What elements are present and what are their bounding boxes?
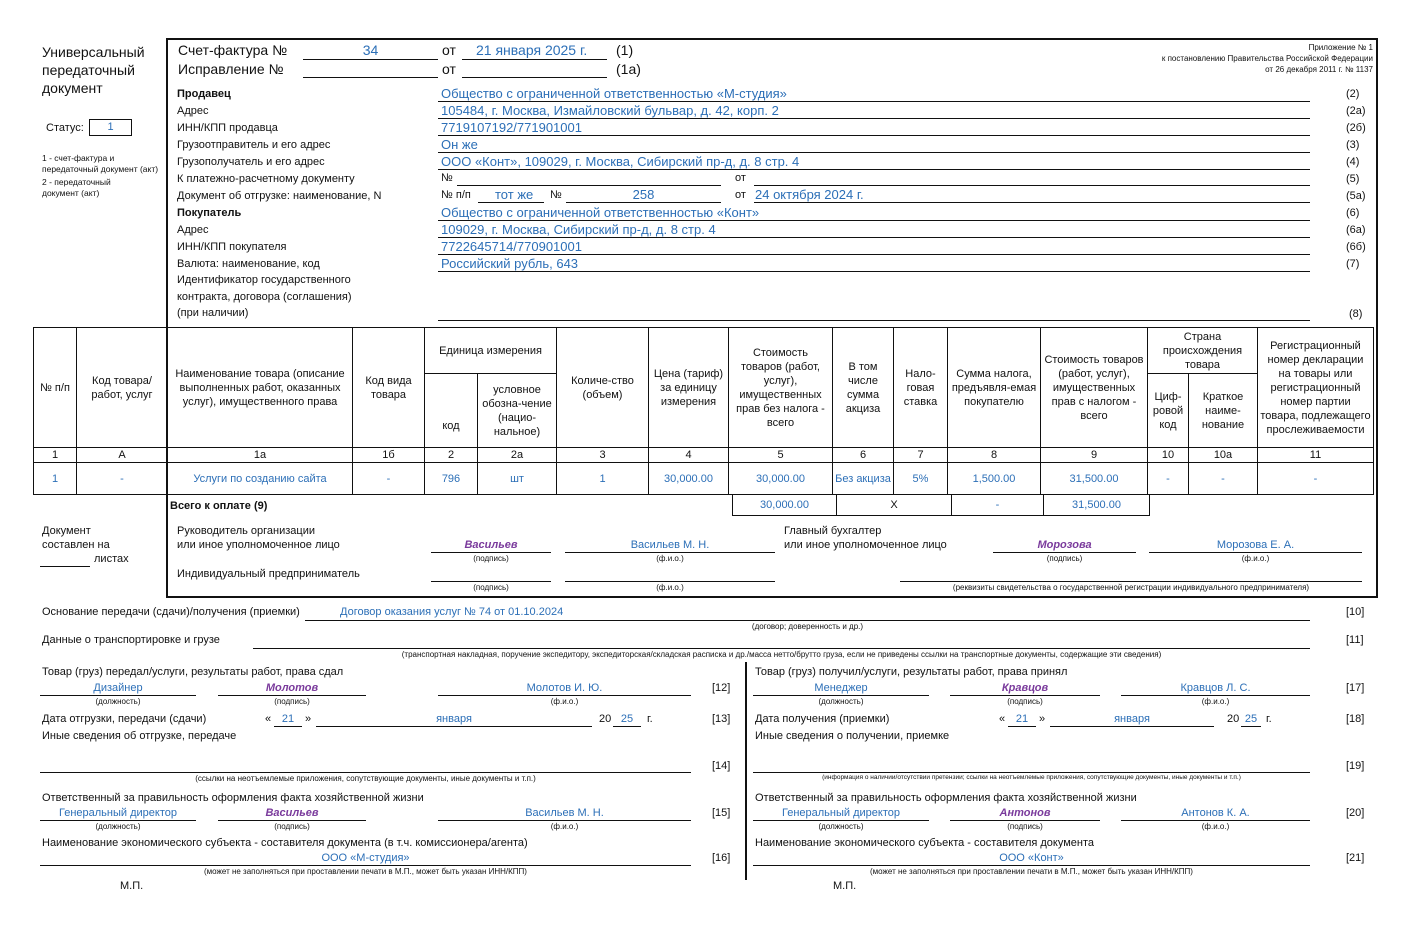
right-pos-line — [753, 695, 929, 696]
ip-label: Индивидуальный предприниматель — [177, 568, 360, 580]
basis-cap: (договор; доверенность и др.) — [751, 622, 864, 631]
invoice-from: от — [442, 42, 456, 58]
status-label: Статус: — [46, 122, 84, 134]
left-q2: » — [305, 713, 312, 725]
ship-no-line — [566, 202, 721, 203]
acc-l1: Главный бухгалтер — [784, 525, 882, 537]
appendix-3: от 26 декабря 2011 г. № 1137 — [1265, 65, 1373, 74]
header-row-line — [438, 118, 1310, 119]
right-resp-sig-line — [950, 820, 1100, 821]
correction-number-line — [303, 77, 438, 78]
header-row-value[interactable]: 109029, г. Москва, Сибирский пр-д, д. 8 стр. 4 — [441, 222, 716, 237]
invoice-number[interactable]: 34 — [362, 42, 379, 58]
basis-label: Основание передачи (сдачи)/получения (приемки) — [42, 606, 300, 618]
right-entity-cap: (может не заполняться при проставлении печати в М.П., может быть указан ИНН/КПП) — [870, 867, 1193, 876]
left-y20: 20 — [599, 713, 612, 725]
th-code: Код товара/ работ, услуг — [77, 328, 168, 448]
transport-cap: (транспортная накладная, поручение экспедитору, экспедиторская/складская расписка и др./масса нетто/брутто груза, если не приведены ссылки на транспортные документы, содержащие эти сведения) — [401, 650, 1162, 659]
table-cell: 30,000.00 — [649, 463, 729, 495]
acc-sig-line — [993, 552, 1136, 553]
head-l2: или иное уполномоченное лицо — [177, 539, 340, 551]
right-resp-sig-cap: (подпись) — [1007, 822, 1043, 831]
th-excise: В том числе сумма акциза — [833, 328, 894, 448]
left-name: Молотов И. Ю. — [526, 682, 603, 694]
column-number: 10а — [1189, 448, 1258, 463]
ship-date-line — [754, 202, 1310, 203]
basis-code: [10] — [1346, 606, 1365, 618]
header-row-line — [438, 254, 1310, 255]
header-row-line — [438, 271, 1310, 272]
gov-code: (8) — [1349, 308, 1363, 320]
table-cell: - — [77, 463, 168, 495]
gov-line — [438, 320, 1310, 321]
left-month-line — [316, 726, 592, 727]
right-resp-pos-cap: (должность) — [818, 822, 864, 831]
gov-l3: (при наличии) — [177, 307, 249, 319]
header-row-line — [438, 152, 1310, 153]
head-name-line — [565, 552, 775, 553]
table-cell: Без акциза — [833, 463, 894, 495]
left-date-label: Дата отгрузки, передачи (сдачи) — [42, 713, 207, 725]
status-field[interactable]: 1 — [89, 119, 132, 136]
left-signature: Молотов — [265, 682, 319, 694]
head-fio-cap: (ф.и.о.) — [656, 554, 684, 563]
column-number: 1 — [34, 448, 77, 463]
left-day: 21 — [281, 713, 295, 725]
basis-line — [305, 620, 1310, 621]
column-number: 2а — [478, 448, 557, 463]
transport-line — [253, 648, 1310, 649]
head-sig-cap: (подпись) — [473, 554, 509, 563]
total-sum: 31,500.00 — [1043, 494, 1150, 516]
column-number: 5 — [729, 448, 833, 463]
th-unit: Единица измерения — [425, 328, 557, 374]
column-numbers-row — [34, 448, 1374, 463]
table-cell: Услуги по созданию сайта — [168, 463, 353, 495]
table-cell: 1 — [557, 463, 649, 495]
header-row-value[interactable]: 105484, г. Москва, Измайловский бульвар, д. 42, корп. 2 — [441, 103, 779, 118]
ip-reg-cap: (реквизиты свидетельства о государственной регистрации индивидуального предпринимателя) — [952, 583, 1310, 592]
left-name-line — [438, 695, 691, 696]
left-entity-line — [40, 865, 691, 866]
header-row-label: Грузоотправитель и его адрес — [177, 139, 331, 151]
correction-label: Исправление № — [178, 61, 284, 77]
ip-name-line — [565, 581, 775, 582]
column-number: 2 — [425, 448, 478, 463]
total-excise: X — [836, 494, 952, 516]
right-entity: Наименование экономического субъекта - составителя документа — [755, 837, 1095, 849]
header-row-label: Документ об отгрузке: наименование, N — [177, 190, 382, 202]
doc-sheets-line — [40, 566, 90, 567]
acc-name-line — [1149, 552, 1362, 553]
right-other: Иные сведения о получении, приемке — [755, 730, 950, 742]
column-number: 1б — [353, 448, 425, 463]
right-code-20: [20] — [1346, 807, 1365, 819]
ip-sig-cap: (подпись) — [473, 583, 509, 592]
right-title: Товар (груз) получил/услуги, результаты работ, права принял — [755, 666, 1068, 678]
right-yy: 25 — [1244, 713, 1258, 725]
header-row-value[interactable]: 7722645714/770901001 — [441, 239, 582, 254]
head-signature: Васильев — [464, 539, 518, 551]
left-code-16: [16] — [712, 852, 731, 864]
right-name: Кравцов Л. С. — [1180, 682, 1251, 694]
th-kind: Код вида товара — [353, 328, 425, 448]
code-1: (1) — [616, 42, 634, 58]
right-resp-name: Антонов К. А. — [1181, 807, 1250, 819]
left-pos-line — [40, 695, 196, 696]
table-cell: 796 — [425, 463, 478, 495]
left-code-13: [13] — [712, 713, 731, 725]
left-resp-pos: Генеральный директор — [59, 807, 177, 819]
header-row-line — [438, 237, 1310, 238]
table-cell: - — [1148, 463, 1189, 495]
appendix-1: Приложение № 1 — [1308, 43, 1373, 52]
pay-from: от — [735, 172, 746, 184]
header-row-line — [438, 135, 1310, 136]
acc-l2: или иное уполномоченное лицо — [784, 539, 947, 551]
th-country: Страна происхождения товара — [1148, 328, 1258, 374]
th-np: № п/п — [34, 328, 77, 448]
header-row-code: (2) — [1346, 88, 1360, 100]
header-row-code: (3) — [1346, 139, 1360, 151]
left-position: Дизайнер — [93, 682, 143, 694]
right-code-19: [19] — [1346, 760, 1365, 772]
header-row-label: Адрес — [177, 224, 209, 236]
invoice-date[interactable]: 21 января 2025 г. — [476, 42, 588, 58]
main-frame-right — [1376, 327, 1378, 598]
header-row-code: (6б) — [1346, 241, 1366, 253]
left-title: Товар (груз) передал/услуги, результаты работ, права сдал — [42, 666, 344, 678]
header-row-label: Валюта: наименование, код — [177, 258, 320, 270]
head-name: Васильев М. Н. — [630, 539, 710, 551]
th-tax: Сумма налога, предъявля-емая покупателю — [948, 328, 1041, 448]
right-entity-line — [753, 865, 1310, 866]
pay-date-line — [754, 185, 1310, 186]
th-country-code: Циф-ровой код — [1148, 374, 1189, 448]
right-month: января — [1114, 713, 1150, 725]
header-row-label: ИНН/КПП покупателя — [177, 241, 287, 253]
ip-fio-cap: (ф.и.о.) — [656, 583, 684, 592]
ip-reg-line — [900, 581, 1362, 582]
acc-fio-cap: (ф.и.о.) — [1241, 554, 1270, 563]
doc-sheets-l1: Документ — [42, 525, 91, 537]
header-row-code: (2б) — [1346, 122, 1366, 134]
header-row-label: Грузополучатель и его адрес — [177, 156, 325, 168]
table-cell: - — [1189, 463, 1258, 495]
total-cost: 30,000.00 — [732, 494, 837, 516]
th-name: Наименование товара (описание выполненных работ, оказанных услуг), имущественного права — [168, 328, 353, 448]
header-row-line — [438, 220, 1310, 221]
acc-signature: Морозова — [1037, 539, 1092, 551]
header-row-code: (2а) — [1346, 105, 1366, 117]
left-resp: Ответственный за правильность оформления факта хозяйственной жизни — [42, 792, 424, 804]
column-number: А — [77, 448, 168, 463]
doc-sheets-l2: составлен на — [42, 539, 110, 551]
header-row-value[interactable]: ООО «Конт», 109029, г. Москва, Сибирский пр-д, д. 8 стр. 4 — [441, 154, 800, 169]
correction-date-line — [462, 77, 607, 78]
left-pos-cap: (должность) — [95, 697, 141, 706]
right-other-cap: (информация о наличии/отсутствии претензии; ссылки на неотъемлемые приложения, сопутствующие документы, иные документы и т.п.) — [822, 774, 1241, 781]
left-code-12: [12] — [712, 682, 731, 694]
column-number: 9 — [1041, 448, 1148, 463]
header-row-code: (6) — [1346, 207, 1360, 219]
right-day: 21 — [1015, 713, 1029, 725]
right-y20: 20 — [1227, 713, 1240, 725]
column-number: 4 — [649, 448, 729, 463]
ship-np-line — [478, 202, 544, 203]
left-g: г. — [647, 713, 653, 725]
header-row-value[interactable]: 7719107192/771901001 — [441, 120, 582, 135]
right-pos-cap: (должность) — [818, 697, 864, 706]
code-1a: (1а) — [616, 61, 641, 77]
left-other: Иные сведения об отгрузке, передаче — [42, 730, 237, 742]
document-title: Универсальный передаточный документ — [42, 44, 145, 96]
acc-name: Морозова Е. А. — [1216, 539, 1295, 551]
left-sig-line — [218, 695, 366, 696]
right-q2: » — [1039, 713, 1046, 725]
header-row-code: (6а) — [1346, 224, 1366, 236]
header-row-value[interactable]: Общество с ограниченной ответственностью «М-студия» — [441, 86, 787, 101]
column-number: 7 — [894, 448, 948, 463]
th-cost: Стоимость товаров (работ, услуг), имущественных прав без налога - всего — [729, 328, 833, 448]
column-number: 3 — [557, 448, 649, 463]
right-name-line — [1121, 695, 1310, 696]
main-frame-bottom — [166, 596, 1378, 598]
left-resp-name: Васильев М. Н. — [525, 807, 604, 819]
right-entity-value: ООО «Конт» — [999, 852, 1064, 864]
table-cell: 1 — [34, 463, 77, 495]
th-country-name: Краткое наиме-нование — [1189, 374, 1258, 448]
left-yy-line — [613, 726, 641, 727]
left-month: января — [436, 713, 472, 725]
right-resp: Ответственный за правильность оформления факта хозяйственной жизни — [755, 792, 1137, 804]
left-day-line — [274, 726, 302, 727]
pay-no-line — [457, 185, 721, 186]
left-entity-cap: (может не заполняться при проставлении печати в М.П., может быть указан ИНН/КПП) — [204, 867, 527, 876]
header-row-value[interactable]: Он же — [441, 137, 478, 152]
head-l1: Руководитель организации — [177, 525, 316, 537]
invoice-label: Счет-фактура № — [178, 42, 288, 58]
right-resp-name-line — [1121, 820, 1310, 821]
header-row-code: (5а) — [1346, 190, 1366, 202]
column-number: 11 — [1258, 448, 1374, 463]
left-yy: 25 — [620, 713, 634, 725]
right-code-21: [21] — [1346, 852, 1365, 864]
right-g: г. — [1266, 713, 1272, 725]
table-cell: 30,000.00 — [729, 463, 833, 495]
left-resp-fio-cap: (ф.и.о.) — [550, 822, 579, 831]
right-mp: М.П. — [833, 880, 857, 892]
header-row-line — [438, 169, 1310, 170]
gov-l1: Идентификатор государственного — [177, 274, 351, 286]
total-label: Всего к оплате (9) — [170, 500, 268, 512]
right-resp-pos: Генеральный директор — [782, 807, 900, 819]
left-other-line — [40, 772, 691, 773]
left-code-14: [14] — [712, 760, 731, 772]
th-price: Цена (тариф) за единицу измерения — [649, 328, 729, 448]
right-code-18: [18] — [1346, 713, 1365, 725]
table-cell: 1,500.00 — [948, 463, 1041, 495]
right-signature: Кравцов — [1001, 682, 1049, 694]
column-number: 10 — [1148, 448, 1189, 463]
header-row-code: (5) — [1346, 173, 1360, 185]
right-day-line — [1008, 726, 1036, 727]
header-row-code: (4) — [1346, 156, 1360, 168]
left-resp-pos-cap: (должность) — [95, 822, 141, 831]
right-code-17: [17] — [1346, 682, 1365, 694]
gov-l2: контракта, договора (соглашения) — [177, 291, 352, 303]
column-number: 1а — [168, 448, 353, 463]
transport-label: Данные о транспортировке и грузе — [42, 634, 220, 646]
right-position: Менеджер — [814, 682, 868, 694]
head-sig-line — [431, 552, 551, 553]
ship-no-value[interactable]: 258 — [632, 187, 655, 202]
th-unit-name: условное обозна-чение (нацио-нальное) — [478, 374, 557, 448]
ship-np-label: № п/п — [441, 189, 471, 201]
invoice-date-line — [462, 59, 607, 60]
transport-code: [11] — [1346, 634, 1364, 646]
right-resp-pos-line — [753, 820, 929, 821]
appendix-2: к постановлению Правительства Российской Федерации — [1161, 54, 1373, 63]
status-note-2: 2 - передаточный документ (акт) — [42, 177, 111, 198]
goods-table — [33, 327, 1374, 495]
acc-sig-cap: (подпись) — [1046, 554, 1083, 563]
left-resp-sig-cap: (подпись) — [274, 822, 310, 831]
total-tax: - — [951, 494, 1044, 516]
basis-value: Договор оказания услуг № 74 от 01.10.2024 — [340, 606, 564, 618]
header-row-code: (7) — [1346, 258, 1360, 270]
right-month-line — [1050, 726, 1214, 727]
ip-sig-line — [431, 581, 551, 582]
th-qty: Количе-ство (объем) — [557, 328, 649, 448]
left-code-15: [15] — [712, 807, 731, 819]
right-yy-line — [1241, 726, 1261, 727]
header-row-line — [438, 101, 1310, 102]
table-cell: 5% — [894, 463, 948, 495]
right-sig-line — [950, 695, 1100, 696]
table-cell: шт — [478, 463, 557, 495]
header-row-value[interactable]: Российский рубль, 643 — [441, 256, 579, 271]
left-resp-sig-line — [218, 820, 366, 821]
status-note-1: 1 - счет-фактура и передаточный документ (акт) — [42, 153, 159, 174]
ship-date[interactable]: 24 октября 2024 г. — [755, 187, 864, 202]
left-resp-pos-line — [40, 820, 196, 821]
ship-np-value[interactable]: тот же — [495, 187, 534, 202]
header-row-label: Покупатель — [177, 207, 242, 219]
left-mp: М.П. — [120, 880, 144, 892]
left-other-cap: (ссылки на неотъемлемые приложения, сопутствующие документы, иные документы и т.п.) — [195, 774, 536, 783]
left-entity-value: ООО «М-студия» — [321, 852, 410, 864]
th-rate: Нало-говая ставка — [894, 328, 948, 448]
right-sig-cap: (подпись) — [1007, 697, 1043, 706]
column-number: 6 — [833, 448, 894, 463]
th-unit-code: код — [425, 374, 478, 448]
left-q1: « — [265, 713, 272, 725]
right-q1: « — [999, 713, 1006, 725]
header-row-label: Продавец — [177, 88, 231, 100]
table-row — [34, 463, 1374, 495]
right-fio-cap: (ф.и.о.) — [1201, 697, 1230, 706]
header-row-label: ИНН/КПП продавца — [177, 122, 278, 134]
right-other-line — [753, 772, 1310, 773]
left-fio-cap: (ф.и.о.) — [550, 697, 579, 706]
right-resp-fio-cap: (ф.и.о.) — [1201, 822, 1230, 831]
left-entity: Наименование экономического субъекта - составителя документа (в т.ч. комиссионера/агента) — [42, 837, 528, 849]
th-total: Стоимость товаров (работ, услуг), имущественных прав с налогом - всего — [1041, 328, 1148, 448]
left-sig-cap: (подпись) — [274, 697, 310, 706]
header-row-label: Адрес — [177, 105, 209, 117]
doc-sheets-l3: листах — [94, 553, 129, 565]
header-row-value[interactable]: Общество с ограниченной ответственностью «Конт» — [441, 205, 760, 220]
left-resp-sig: Васильев — [265, 807, 319, 819]
section-divider — [745, 662, 747, 880]
table-cell: - — [353, 463, 425, 495]
correction-from: от — [442, 61, 456, 77]
left-resp-name-line — [438, 820, 691, 821]
pay-no: № — [441, 172, 453, 184]
ship-from: от — [735, 189, 746, 201]
invoice-number-line — [303, 59, 438, 60]
table-cell: 31,500.00 — [1041, 463, 1148, 495]
right-resp-sig: Антонов — [999, 807, 1051, 819]
column-number: 8 — [948, 448, 1041, 463]
right-date-label: Дата получения (приемки) — [755, 713, 890, 725]
th-decl: Регистрационный номер декларации на товары или регистрационный номер партии товара, подлежащего прослеживаемости — [1258, 328, 1374, 448]
table-cell: - — [1258, 463, 1374, 495]
ship-no-label: № — [550, 189, 562, 201]
header-row-label: К платежно-расчетному документу — [177, 173, 355, 185]
